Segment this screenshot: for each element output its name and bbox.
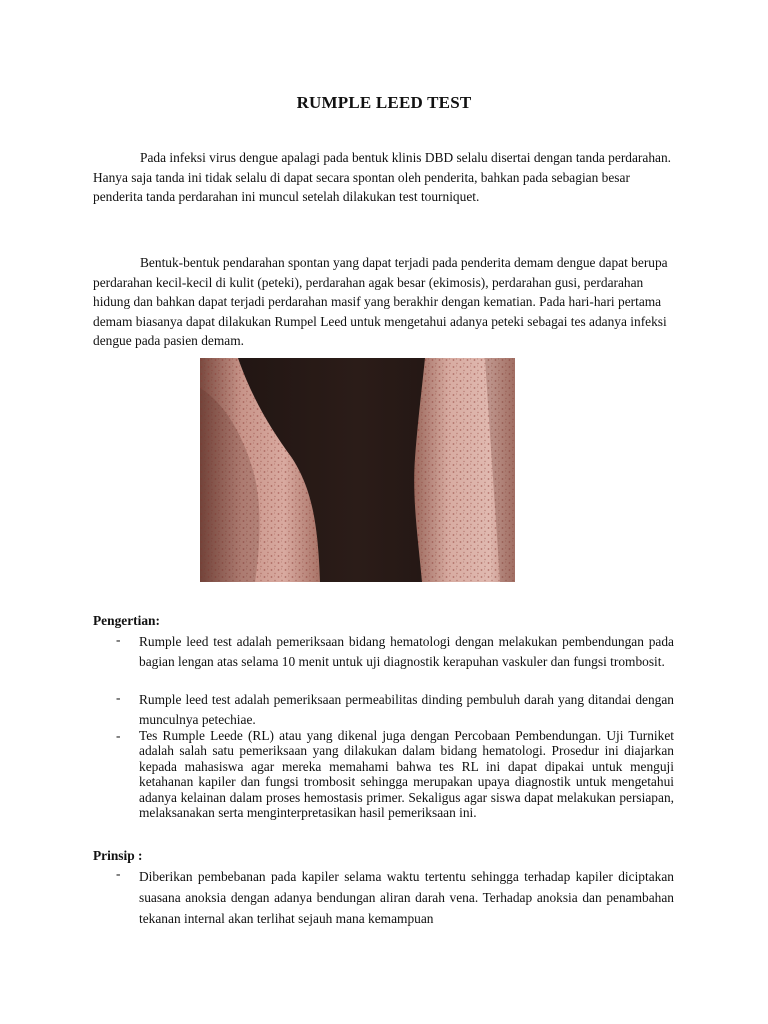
paragraph-bleeding-forms: Bentuk-bentuk pendarahan spontan yang dapat terjadi pada penderita demam dengue dapat berupa perdarahan kecil-kecil di kulit (peteki), perdarahan agak besar (ekimosis), perdarahan gusi, perdarahan hidung dan bahkan dapat terjadi perdarahan masif yang berakhir dengan kematian. Pada hari-hari pertama demam biasanya dapat dilakukan Rumpel Leed untuk mengetahui adanya peteki sebagai tes adanya infeksi dengue pada pasien demam. bbox=[93, 255, 668, 349]
bullet-dash: - bbox=[116, 866, 121, 881]
petechiae-arms-photo bbox=[200, 358, 515, 582]
heading-prinsip: Prinsip : bbox=[93, 848, 143, 863]
list-item-text: Tes Rumple Leede (RL) atau yang dikenal juga dengan Percobaan Pembendungan. Uji Turniket adalah salah satu pemeriksaan yang dilakukan dalam bidang hematologi. Prosedur ini diajarkan kepada mahasiswa agar mereka memahami bahwa tes RL ini dapat dipakai untuk menguji ketahanan kapiler dan fungsi trombosit sehingga merupakan upaya diagnostik untuk mengetahui adanya kelainan dalam proses hemostasis primer. Sekaligus agar siswa dapat melakukan persiapan, melaksanakan serta menginterpretasikan hasil pemeriksaan ini. bbox=[139, 728, 674, 821]
bullet-dash: - bbox=[116, 690, 121, 705]
list-item-text: Rumple leed test adalah pemeriksaan bidang hematologi dengan melakukan pembendungan pada bagian lengan atas selama 10 menit untuk uji diagnostik kerapuhan vaskuler dan fungsi trombosit. bbox=[139, 634, 674, 669]
heading-pengertian: Pengertian: bbox=[93, 613, 160, 628]
list-item-text: Rumple leed test adalah pemeriksaan permeabilitas dinding pembuluh darah yang ditandai dengan munculnya petechiae. bbox=[139, 692, 674, 727]
bullet-dash: - bbox=[116, 632, 121, 647]
bullet-dash: - bbox=[116, 728, 121, 743]
list-item-text: Diberikan pembebanan pada kapiler selama waktu tertentu sehingga terhadap kapiler diciptakan suasana anoksia dengan adanya bendungan aliran darah vena. Terhadap anoksia dan penambahan tekanan internal akan terlihat sejauh mana kemampuan bbox=[139, 869, 674, 926]
petechiae-arms-image bbox=[200, 358, 515, 582]
paragraph-intro: Pada infeksi virus dengue apalagi pada bentuk klinis DBD selalu disertai dengan tanda perdarahan. Hanya saja tanda ini tidak selalu di dapat secara spontan oleh penderita, bahkan pada sebagian besar penderita tanda perdarahan ini muncul setelah dilakukan test tourniquet. bbox=[93, 150, 671, 205]
document-title: RUMPLE LEED TEST bbox=[296, 93, 472, 112]
